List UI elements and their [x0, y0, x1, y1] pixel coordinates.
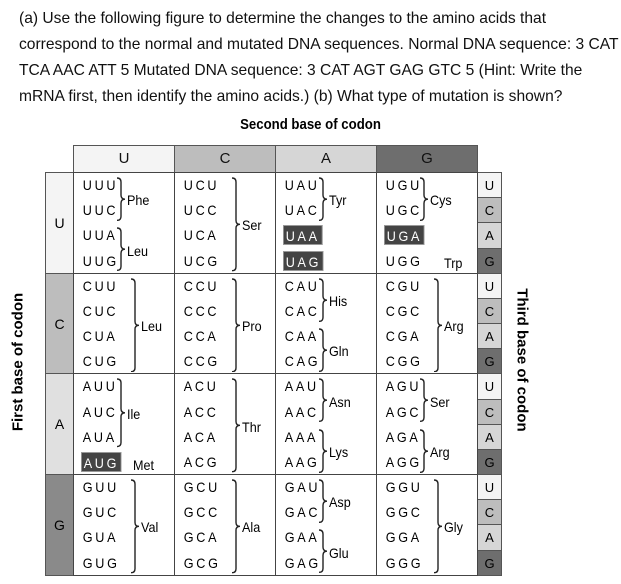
codon: GAU [284, 479, 321, 496]
codon: GUU [82, 479, 119, 496]
third-base-title: Third base of codon [513, 288, 531, 432]
brace-icon [319, 177, 329, 221]
stop-or-start-codon: AUG [81, 452, 122, 472]
second-base-title: Second base of codon [240, 116, 381, 133]
brace-icon [420, 177, 430, 221]
codon: UAU [284, 177, 320, 193]
third-base-C-C: C [477, 298, 502, 324]
codon: AAC [284, 403, 319, 420]
third-base-A-G: G [477, 449, 502, 475]
codon: CGG [385, 353, 423, 370]
brace-icon [131, 278, 141, 373]
amino-acid-label: Leu [127, 242, 149, 259]
stop-or-start-codon: UAA [283, 225, 322, 245]
brace-icon [319, 328, 329, 372]
codon: GCU [183, 479, 220, 496]
codon: CCG [183, 353, 220, 370]
codon: ACC [183, 403, 219, 420]
brace-icon [117, 177, 127, 221]
brace-icon [232, 479, 242, 574]
codon: CAU [284, 277, 320, 294]
codon: CUU [82, 277, 119, 294]
codon: CAG [284, 353, 321, 370]
row-header-G: G [45, 474, 74, 576]
amino-acid-label: Asn [329, 393, 351, 410]
column-header-U: U [73, 145, 175, 173]
third-base-G-G: G [477, 550, 502, 576]
row-header-A: A [45, 373, 74, 475]
codon: GCG [183, 554, 221, 571]
brace-icon [434, 278, 444, 373]
brace-icon [131, 479, 141, 574]
codon: CUG [82, 353, 119, 370]
codon: CGU [385, 277, 422, 294]
amino-acid-label: Gly [444, 519, 463, 536]
codon: UCG [183, 252, 220, 269]
brace-icon [319, 429, 329, 473]
stop-or-start-codon: UAG [283, 251, 324, 271]
codon: AUU [82, 378, 118, 395]
codon: GCC [183, 504, 220, 521]
codon: GGA [385, 529, 422, 546]
third-base-C-G: G [477, 348, 502, 374]
third-base-A-A: A [477, 424, 502, 450]
codon: AUC [82, 403, 118, 420]
amino-acid-label: Trp [444, 255, 463, 272]
stop-or-start-codon: UGA [384, 225, 425, 245]
codon: ACG [183, 453, 220, 470]
brace-icon [420, 378, 430, 422]
amino-acid-label: Glu [329, 544, 349, 561]
third-base-U-A: A [477, 222, 502, 248]
row-header-U: U [45, 172, 74, 274]
brace-icon [117, 227, 127, 271]
brace-icon [319, 378, 329, 422]
column-header-A: A [275, 145, 377, 173]
codon: GCA [183, 529, 220, 546]
amino-acid-label: Cys [430, 192, 452, 209]
codon: CUA [82, 328, 118, 345]
amino-acid-label: Arg [444, 318, 464, 335]
codon: GGG [385, 554, 424, 571]
codon: ACA [183, 428, 218, 445]
brace-icon [319, 529, 329, 573]
third-base-C-A: A [477, 323, 502, 349]
third-base-G-A: A [477, 524, 502, 550]
column-header-G: G [376, 145, 478, 173]
brace-icon [232, 278, 242, 373]
codon: GAC [284, 504, 321, 521]
amino-acid-label: Pro [242, 318, 262, 335]
codon: UUC [82, 202, 119, 219]
codon: CAC [284, 302, 320, 319]
codon: UUA [82, 227, 118, 244]
brace-icon [434, 479, 444, 574]
codon: UGC [385, 202, 422, 219]
third-base-U-C: C [477, 197, 502, 223]
codon: CCC [183, 302, 220, 319]
brace-icon [319, 278, 329, 322]
codon: AAA [284, 428, 319, 445]
row-header-C: C [45, 273, 74, 375]
codon: GUG [82, 554, 120, 571]
codon: AAG [284, 453, 320, 470]
codon: CUC [82, 302, 119, 319]
codon: GUC [82, 504, 119, 521]
amino-acid-label: Phe [127, 192, 150, 209]
codon: GGC [385, 504, 423, 521]
codon: CCU [183, 277, 220, 294]
amino-acid-label: Ser [430, 393, 450, 410]
brace-icon [117, 378, 127, 448]
amino-acid-label: Val [141, 519, 159, 536]
brace-icon [232, 177, 242, 272]
codon: CAA [284, 328, 319, 345]
codon: UCA [183, 227, 219, 244]
codon: AGU [385, 378, 422, 395]
third-base-A-C: C [477, 399, 502, 425]
amino-acid-label: Tyr [329, 192, 347, 209]
third-base-C-U: U [477, 273, 502, 299]
third-base-U-G: G [477, 248, 502, 274]
brace-icon [319, 479, 329, 523]
codon: GAG [284, 554, 321, 571]
third-base-G-C: C [477, 499, 502, 525]
amino-acid-label: Ile [127, 406, 141, 423]
codon: AGA [385, 428, 421, 445]
codon: CCA [183, 328, 219, 345]
codon: AUA [82, 428, 117, 445]
codon: GGU [385, 479, 423, 496]
codon: GUA [82, 529, 119, 546]
third-base-A-U: U [477, 373, 502, 399]
brace-icon [232, 378, 242, 473]
codon: CGA [385, 328, 422, 345]
first-base-title: First base of codon [9, 292, 27, 432]
codon: AGC [385, 403, 422, 420]
third-base-U-U: U [477, 172, 502, 198]
amino-acid-label: Leu [141, 318, 163, 335]
amino-acid-label: Lys [329, 443, 349, 460]
codon: AAU [284, 378, 319, 395]
brace-icon [420, 429, 430, 473]
codon: UGG [385, 252, 423, 269]
amino-acid-label: Thr [242, 418, 261, 435]
codon: CGC [385, 302, 422, 319]
amino-acid-label: His [329, 292, 348, 309]
third-base-G-U: U [477, 474, 502, 500]
codon: UCU [183, 177, 220, 193]
amino-acid-label: Asp [329, 494, 351, 511]
question-text: (a) Use the following figure to determine the changes to the amino acids that correspond to the normal and mutated DNA sequences. Normal DNA sequence: 3 CAT TCA AAC ATT 5 Mutated DNA sequence: 3 CAT AGT GAG GTC 5 (Hint: Write the mRNA first, then identify the amino acids.) (b) What type of mutation is shown? [19, 10, 619, 105]
column-header-C: C [174, 145, 276, 173]
codon: GAA [284, 529, 320, 546]
codon: UAC [284, 202, 320, 219]
amino-acid-label: Arg [430, 443, 450, 460]
codon: UUG [82, 252, 119, 269]
codon: ACU [183, 378, 219, 395]
amino-acid-label: Gln [329, 343, 349, 360]
codon: UCC [183, 202, 220, 219]
amino-acid-label: Met [133, 456, 155, 473]
amino-acid-label: Ser [242, 217, 262, 234]
amino-acid-label: Ala [242, 519, 261, 536]
codon: AGG [385, 453, 422, 470]
codon: UGU [385, 177, 422, 193]
codon: UUU [82, 177, 119, 193]
